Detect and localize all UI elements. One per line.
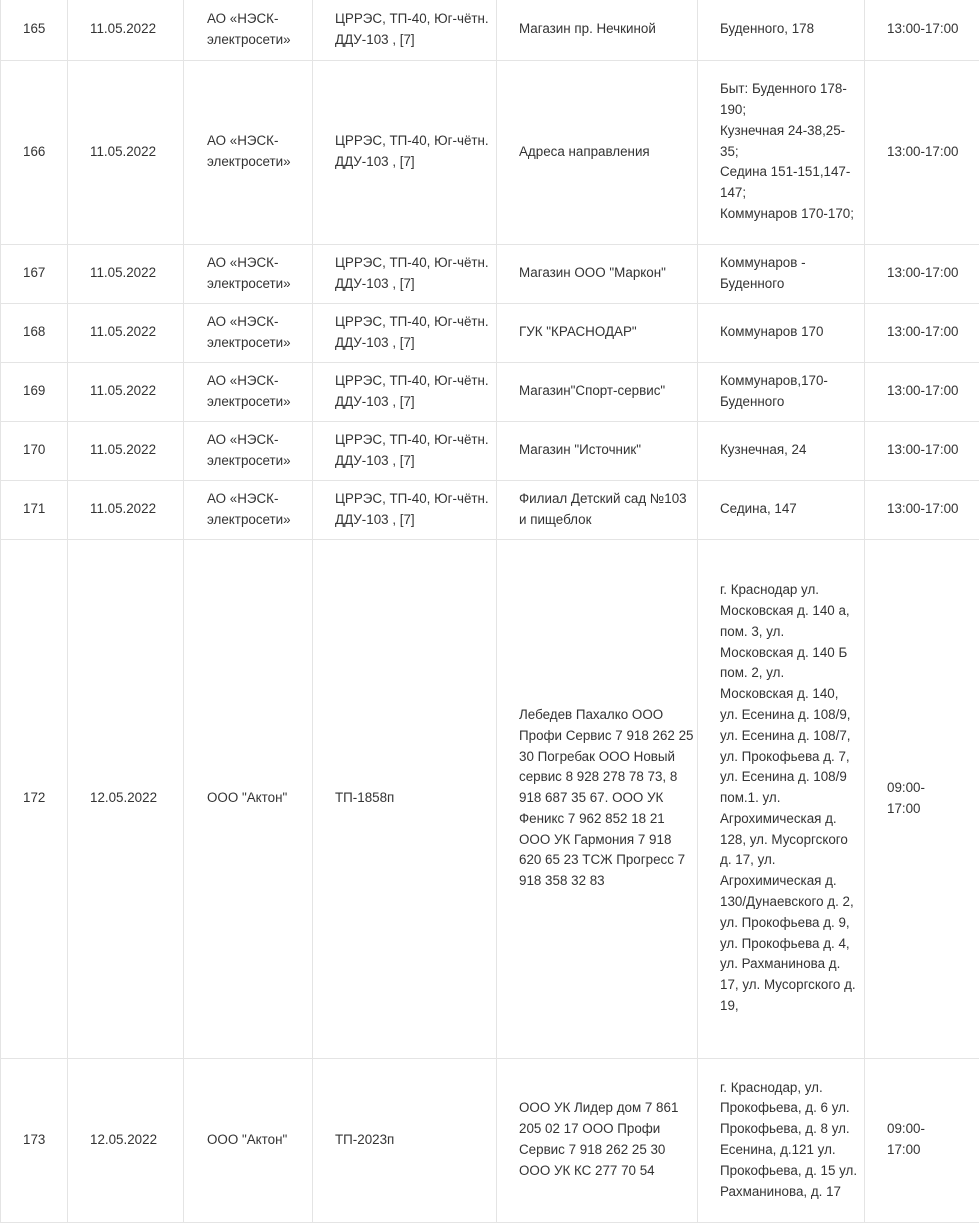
addresses: г. Краснодар ул. Московская д. 140 а, пом. 3, ул. Московская д. 140 Б пом. 2, ул. Московская д. 140, ул. Есенина д. 108/9, ул. Есенина д. 108/7, ул. Прокофьева д. 7, ул. Есенина д. 108/9 пом.1. ул. Агрохимическая д. 128, ул. Мусоргского д. 17, ул. Агрохимическая д. 130/Дунаевского д. 2, ул. Прокофьева д. 9, ул. Прокофьева д. 4, ул. Рахманинова д. 17, ул. Мусоргского д. 19, [698, 539, 865, 1058]
consumers: Магазин пр. Нечкиной [497, 0, 698, 60]
outage-time: 13:00-17:00 [865, 0, 979, 60]
table-row [1, 244, 979, 303]
organization: АО «НЭСК-электросети» [184, 362, 313, 421]
organization: АО «НЭСК-электросети» [184, 0, 313, 60]
grid-object: ЦРРЭС, ТП-40, Юг-чётн. ДДУ-103 , [7] [313, 0, 497, 60]
addresses: Быт: Буденного 178-190; Кузнечная 24-38,25-35; Седина 151-151,147-147; Коммунаров 170-170; [698, 60, 865, 244]
table-row [1, 539, 979, 1058]
table-row [1, 1058, 979, 1222]
grid-object: ЦРРЭС, ТП-40, Юг-чётн. ДДУ-103 , [7] [313, 421, 497, 480]
outage-time: 13:00-17:00 [865, 60, 979, 244]
addresses: Буденного, 178 [698, 0, 865, 60]
outage-date: 11.05.2022 [68, 60, 184, 244]
grid-object: ЦРРЭС, ТП-40, Юг-чётн. ДДУ-103 , [7] [313, 303, 497, 362]
table-row [1, 480, 979, 539]
consumers: ООО УК Лидер дом 7 861 205 02 17 ООО Профи Сервис 7 918 262 25 30 ООО УК КС 277 70 54 [497, 1058, 698, 1222]
grid-object: ТП-2023п [313, 1058, 497, 1222]
organization: АО «НЭСК-электросети» [184, 480, 313, 539]
addresses: Коммунаров - Буденного [698, 244, 865, 303]
row-number: 165 [1, 0, 68, 60]
outage-time: 13:00-17:00 [865, 362, 979, 421]
outage-date: 12.05.2022 [68, 539, 184, 1058]
organization: АО «НЭСК-электросети» [184, 244, 313, 303]
consumers: Лебедев Пахалко ООО Профи Сервис 7 918 262 25 30 Погребак ООО Новый сервис 8 928 278 78 73, 8 918 687 35 67. ООО УК Феникс 7 962 852 18 21 ООО УК Гармония 7 918 620 65 23 ТСЖ Прогресс 7 918 358 32 83 [497, 539, 698, 1058]
organization: АО «НЭСК-электросети» [184, 60, 313, 244]
outage-date: 12.05.2022 [68, 1058, 184, 1222]
organization: ООО "Актон" [184, 1058, 313, 1222]
grid-object: ЦРРЭС, ТП-40, Юг-чётн. ДДУ-103 , [7] [313, 480, 497, 539]
row-number: 171 [1, 480, 68, 539]
consumers: Филиал Детский сад №103 и пищеблок [497, 480, 698, 539]
outage-date: 11.05.2022 [68, 0, 184, 60]
addresses: Коммунаров,170-Буденного [698, 362, 865, 421]
row-number: 168 [1, 303, 68, 362]
outage-time: 09:00-17:00 [865, 539, 979, 1058]
table-row [1, 362, 979, 421]
outage-date: 11.05.2022 [68, 244, 184, 303]
outage-date: 11.05.2022 [68, 480, 184, 539]
addresses: Седина, 147 [698, 480, 865, 539]
consumers: Адреса направления [497, 60, 698, 244]
addresses: Кузнечная, 24 [698, 421, 865, 480]
outage-date: 11.05.2022 [68, 303, 184, 362]
outage-time: 09:00-17:00 [865, 1058, 979, 1222]
addresses: Коммунаров 170 [698, 303, 865, 362]
row-number: 166 [1, 60, 68, 244]
consumers: Магазин ООО "Маркон" [497, 244, 698, 303]
consumers: ГУК "КРАСНОДАР" [497, 303, 698, 362]
addresses: г. Краснодар, ул. Прокофьева, д. 6 ул. Прокофьева, д. 8 ул. Есенина, д.121 ул. Прокофьева, д. 15 ул. Рахманинова, д. 17 [698, 1058, 865, 1222]
organization: ООО "Актон" [184, 539, 313, 1058]
row-number: 173 [1, 1058, 68, 1222]
outage-time: 13:00-17:00 [865, 244, 979, 303]
outage-date: 11.05.2022 [68, 421, 184, 480]
table-row [1, 0, 979, 60]
organization: АО «НЭСК-электросети» [184, 303, 313, 362]
grid-object: ТП-1858п [313, 539, 497, 1058]
consumers: Магазин "Источник" [497, 421, 698, 480]
row-number: 167 [1, 244, 68, 303]
row-number: 170 [1, 421, 68, 480]
grid-object: ЦРРЭС, ТП-40, Юг-чётн. ДДУ-103 , [7] [313, 362, 497, 421]
grid-object: ЦРРЭС, ТП-40, Юг-чётн. ДДУ-103 , [7] [313, 60, 497, 244]
organization: АО «НЭСК-электросети» [184, 421, 313, 480]
outage-date: 11.05.2022 [68, 362, 184, 421]
row-number: 169 [1, 362, 68, 421]
grid-object: ЦРРЭС, ТП-40, Юг-чётн. ДДУ-103 , [7] [313, 244, 497, 303]
row-number: 172 [1, 539, 68, 1058]
table-row [1, 303, 979, 362]
outage-time: 13:00-17:00 [865, 303, 979, 362]
outage-time: 13:00-17:00 [865, 480, 979, 539]
table-row [1, 60, 979, 244]
table-row [1, 421, 979, 480]
consumers: Магазин"Спорт-сервис" [497, 362, 698, 421]
outage-time: 13:00-17:00 [865, 421, 979, 480]
